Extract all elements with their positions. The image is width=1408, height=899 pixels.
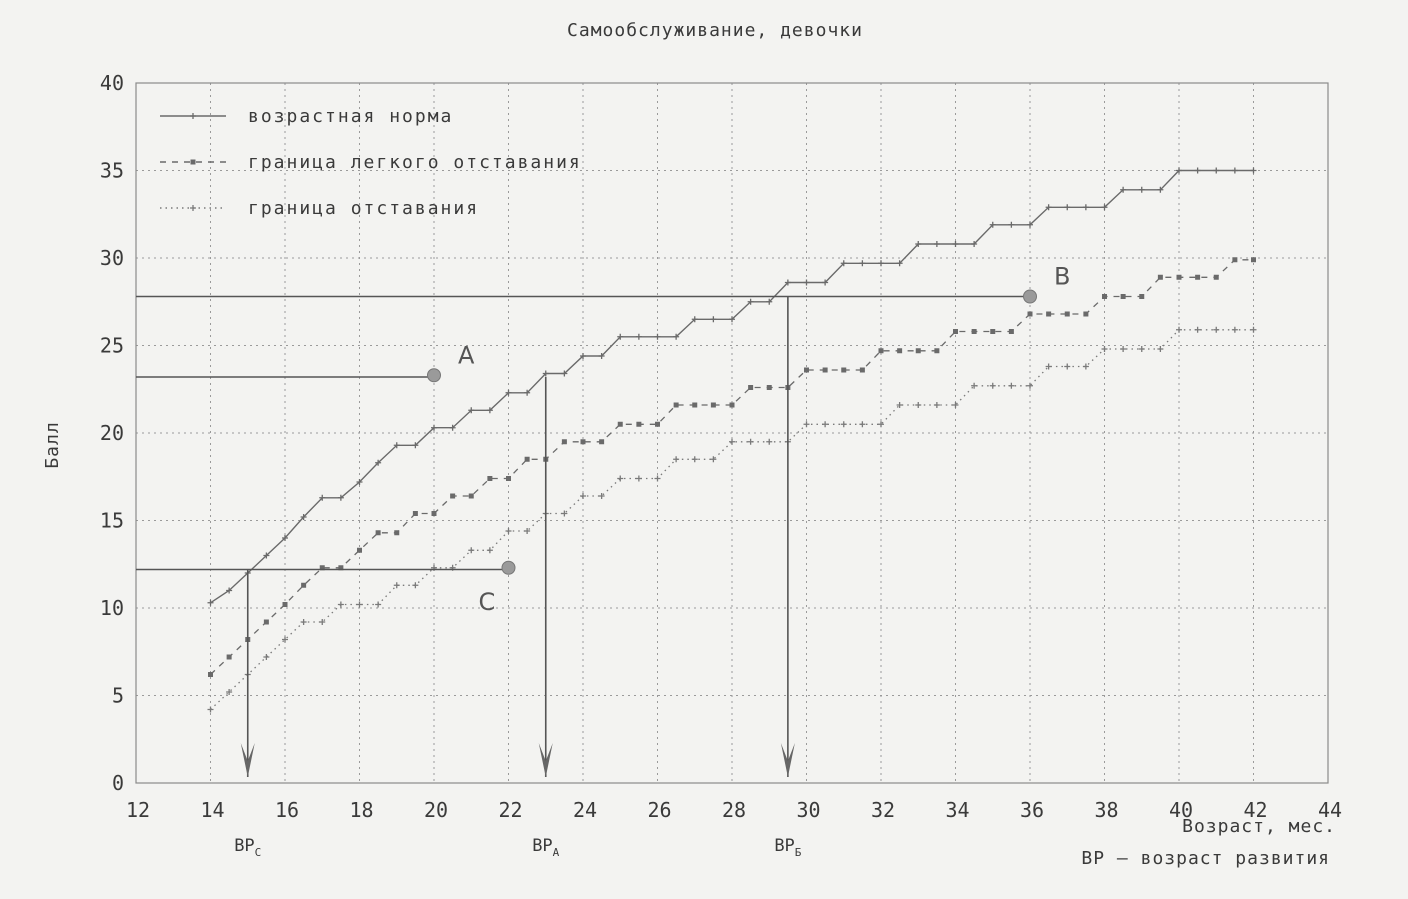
- data-point-marker: [1251, 168, 1257, 174]
- x-tick-label: 44: [1317, 798, 1343, 822]
- data-point-marker: [878, 260, 884, 266]
- development-age-subscript: Б: [794, 846, 802, 859]
- data-point-marker: [338, 602, 344, 608]
- highlight-point: [1024, 290, 1037, 303]
- data-point-marker: [263, 654, 269, 660]
- data-point-marker: [1008, 222, 1014, 228]
- y-tick-label: 25: [99, 333, 124, 358]
- data-point-marker: [636, 334, 642, 340]
- data-point-marker: [841, 368, 846, 373]
- data-point-marker: [1027, 383, 1033, 389]
- data-point-marker: [1009, 329, 1014, 334]
- y-tick-label: 15: [99, 508, 124, 533]
- data-point-marker: [711, 403, 716, 408]
- data-point-marker: [413, 511, 418, 516]
- data-point-marker: [357, 548, 362, 553]
- data-point-marker: [191, 160, 196, 165]
- tick-labels: [100, 71, 1342, 822]
- x-tick-label: 26: [647, 798, 672, 822]
- data-point-marker: [1008, 383, 1014, 389]
- data-point-marker: [1213, 327, 1219, 333]
- data-point-marker: [450, 494, 455, 499]
- data-point-marker: [972, 329, 977, 334]
- development-age-label: $ВР_А$: [532, 836, 560, 859]
- data-point-marker: [357, 602, 363, 608]
- reference-layer: [136, 263, 1070, 860]
- development-age-label: $ВР_С$: [234, 836, 262, 859]
- data-point-marker: [934, 241, 940, 247]
- data-point-marker: [915, 402, 921, 408]
- data-point-marker: [1102, 346, 1108, 352]
- legend-label: возрастная норма: [248, 106, 454, 127]
- data-point-marker: [1083, 364, 1089, 370]
- data-point-marker: [841, 421, 847, 427]
- y-tick-label: 10: [99, 596, 124, 620]
- x-axis-label: Возраст, мес.: [1182, 816, 1336, 837]
- series-line: [211, 171, 1254, 603]
- series-line: [211, 330, 1254, 710]
- data-point-marker: [990, 383, 996, 389]
- x-tick-label: 14: [200, 798, 225, 822]
- data-point-marker: [990, 329, 995, 334]
- data-point-marker: [208, 707, 214, 713]
- data-point-marker: [878, 421, 884, 427]
- y-tick-label: 20: [99, 421, 124, 445]
- data-point-marker: [432, 511, 437, 516]
- data-point-marker: [1083, 204, 1089, 210]
- data-point-marker: [190, 205, 196, 211]
- data-point-marker: [879, 348, 884, 353]
- data-point-marker: [394, 582, 400, 588]
- y-axis-label: Балл: [42, 421, 63, 469]
- data-point-marker: [283, 602, 288, 607]
- data-point-marker: [1139, 187, 1145, 193]
- x-tick-label: 18: [349, 798, 374, 822]
- grid: [136, 83, 1328, 783]
- data-point-marker: [617, 476, 623, 482]
- data-point-marker: [673, 456, 679, 462]
- data-point-marker: [859, 421, 865, 427]
- data-point-marker: [227, 655, 232, 660]
- x-tick-label: 38: [1094, 798, 1119, 822]
- data-point-marker: [636, 422, 641, 427]
- data-point-marker: [692, 403, 697, 408]
- data-point-marker: [767, 385, 772, 390]
- data-point-marker: [859, 260, 865, 266]
- data-point-marker: [1046, 312, 1051, 317]
- data-point-marker: [301, 583, 306, 588]
- data-point-marker: [1232, 327, 1238, 333]
- data-point-marker: [394, 530, 399, 535]
- x-tick-label: 28: [721, 798, 747, 822]
- data-point-marker: [1176, 327, 1182, 333]
- x-tick-label: 40: [1168, 798, 1194, 822]
- data-point-marker: [692, 456, 698, 462]
- chart-title: Самообслуживание, девочки: [567, 20, 863, 41]
- note-text: ВР – возраст развития: [1081, 848, 1330, 869]
- data-point-marker: [208, 672, 213, 677]
- data-point-marker: [375, 602, 381, 608]
- data-point-marker: [525, 457, 530, 462]
- y-tick-label: 30: [99, 246, 124, 270]
- data-point-marker: [1102, 294, 1107, 299]
- y-tick-label: 35: [99, 158, 124, 183]
- point-label: C: [478, 587, 496, 616]
- data-point-marker: [1232, 257, 1237, 262]
- data-point-marker: [562, 439, 567, 444]
- data-point-marker: [748, 439, 754, 445]
- data-point-marker: [1028, 312, 1033, 317]
- data-point-marker: [190, 113, 196, 119]
- data-point-marker: [1158, 275, 1163, 280]
- y-tick-label: 40: [99, 71, 124, 95]
- data-point-marker: [953, 402, 959, 408]
- data-point-marker: [1083, 312, 1088, 317]
- x-tick-label: 12: [125, 798, 151, 822]
- y-tick-label: 0: [111, 771, 124, 795]
- data-point-marker: [822, 421, 828, 427]
- highlight-point: [502, 561, 515, 574]
- data-point-marker: [860, 368, 865, 373]
- data-point-marker: [487, 476, 492, 481]
- data-point-marker: [1065, 312, 1070, 317]
- data-point-marker: [730, 403, 735, 408]
- data-point-marker: [729, 439, 735, 445]
- x-tick-label: 34: [945, 798, 970, 822]
- legend-label: граница легкого отставания: [248, 152, 582, 173]
- legend-label: граница отставания: [248, 198, 480, 219]
- x-tick-label: 20: [423, 798, 449, 822]
- data-point-marker: [469, 494, 474, 499]
- data-point-marker: [804, 368, 809, 373]
- data-point-marker: [655, 422, 660, 427]
- data-point-marker: [1064, 364, 1070, 370]
- data-point-marker: [934, 348, 939, 353]
- x-tick-label: 22: [498, 798, 523, 822]
- data-point-marker: [1214, 275, 1219, 280]
- x-tick-label: 30: [796, 798, 821, 822]
- development-age-subscript: А: [552, 846, 560, 859]
- data-point-marker: [487, 547, 493, 553]
- data-point-marker: [655, 476, 661, 482]
- data-point-marker: [674, 403, 679, 408]
- data-point-marker: [804, 421, 810, 427]
- data-point-marker: [264, 620, 269, 625]
- data-point-marker: [1177, 275, 1182, 280]
- data-point-marker: [301, 619, 307, 625]
- data-point-marker: [953, 329, 958, 334]
- data-point-marker: [1195, 275, 1200, 280]
- data-point-marker: [1213, 168, 1219, 174]
- data-point-marker: [1064, 204, 1070, 210]
- data-point-marker: [748, 385, 753, 390]
- data-point-marker: [599, 439, 604, 444]
- data-point-marker: [580, 493, 586, 499]
- data-point-marker: [934, 402, 940, 408]
- data-point-marker: [1139, 294, 1144, 299]
- point-label: A: [458, 341, 475, 370]
- development-age-label: $ВР_Б$: [774, 836, 802, 859]
- data-point-marker: [1139, 346, 1145, 352]
- data-point-marker: [655, 334, 661, 340]
- data-point-marker: [468, 547, 474, 553]
- x-tick-label: 42: [1243, 798, 1268, 822]
- data-point-marker: [1157, 346, 1163, 352]
- data-point-marker: [412, 582, 418, 588]
- x-tick-label: 32: [870, 798, 896, 822]
- data-point-marker: [916, 348, 921, 353]
- data-point-marker: [766, 439, 772, 445]
- data-point-marker: [897, 348, 902, 353]
- data-point-marker: [1195, 168, 1201, 174]
- data-point-marker: [506, 476, 511, 481]
- data-point-marker: [804, 280, 810, 286]
- development-age-subscript: С: [254, 846, 262, 859]
- data-point-marker: [618, 422, 623, 427]
- data-point-marker: [636, 476, 642, 482]
- data-point-marker: [1195, 327, 1201, 333]
- x-tick-label: 24: [572, 798, 598, 822]
- data-point-marker: [376, 530, 381, 535]
- data-point-marker: [710, 456, 716, 462]
- x-tick-label: 16: [274, 798, 300, 822]
- data-point-marker: [710, 316, 716, 322]
- x-tick-label: 36: [1019, 798, 1045, 822]
- data-point-marker: [1120, 346, 1126, 352]
- data-point-marker: [953, 241, 959, 247]
- data-point-marker: [1251, 257, 1256, 262]
- y-tick-label: 5: [111, 683, 124, 708]
- data-point-marker: [506, 528, 512, 534]
- data-point-marker: [1251, 327, 1257, 333]
- data-point-marker: [581, 439, 586, 444]
- point-label: B: [1054, 262, 1071, 291]
- highlight-point: [428, 369, 441, 382]
- data-point-marker: [1232, 168, 1238, 174]
- legend: [160, 106, 582, 219]
- data-point-marker: [1121, 294, 1126, 299]
- data-point-marker: [823, 368, 828, 373]
